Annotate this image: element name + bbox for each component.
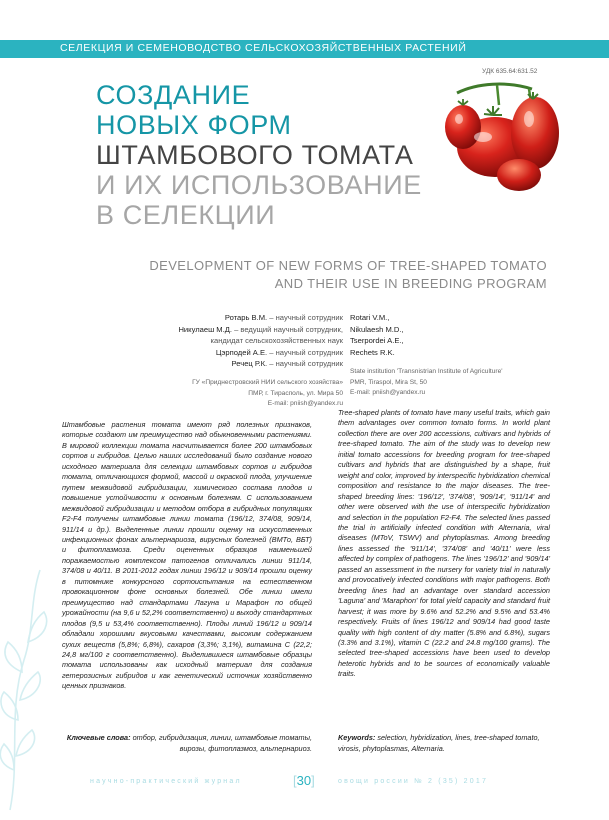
- title-line-1: СОЗДАНИЕ: [96, 80, 251, 110]
- title-line-5: В СЕЛЕКЦИИ: [96, 200, 276, 230]
- author-role: – научный сотрудник: [269, 359, 343, 368]
- title-en-line-2: AND THEIR USE IN BREEDING PROGRAM: [274, 276, 547, 291]
- institution-en-name: State institution 'Transnistrian Institute of Agriculture': [350, 368, 503, 375]
- author-en-line: Tserpordei A.E.,: [350, 336, 404, 345]
- authors-en: [350, 312, 404, 358]
- author-name: Цэрподей А.Е.: [215, 347, 268, 357]
- article-title-ru: [96, 80, 426, 230]
- institution-ru-name: ГУ «Приднестровский НИИ сельского хозяйства»: [192, 379, 343, 386]
- institution-en-address: PMR, Tiraspol, Mira St, 50: [350, 378, 427, 386]
- abstract-en: Tree-shaped plants of tomato have many useful traits, which gain them advantages over common tomato forms. In world plant collection there are over 200 accessions, cultivars and hybrids of tree-shaped tomato. The aim of the study was to develop new initial tomato accessions for breeding program for tree-shaped cultivars and hybrids that are distinguished by a shape, fruit weight and color, improved by interspecific hybridization chemical composition and resistance to the major diseases. The tree-shaped breeding lines: '196/12', '374/08', '909/14', '911/14' and other were observed with the use of interspecific hybridization and selection in the population F2-F4. The selected lines passed the trial in artificially infected condition with Alternaria, viral diseases (MToV, TSWV) and phytoplasmas. Among breeding lines assessed the '911/14', '374/08' and '40/11' were less affected by complex of pathogens. The lines '196/12' and '909/14' passed an assessment in the nursery for variety trial in naturally and provocatively infected conditions with major pathogens. Both breeding lines had an advantage over standard accession 'Laguna' and 'Maraphon' for total yield capacity and standard fruit harvest; it was more by 9.6% and 52.2% and 9.5% and 53.4% respectively. Fruits of lines 196/12 and 909/14 had good taste quality with high content of dry matter (5.8% and 6.8%), sugars (3.3% and 3.1%), vitamin C (22.2 and 24.8 mg/100 grams). The selected tree-shaped accessions have been used to develop heterotic hybrids and to be sources of economically valuable traits.: [338, 408, 550, 679]
- abstract-ru: Штамбовые растения томата имеют ряд полезных признаков, которые создают им преимущество над обыкновенными растениями. В мировой коллекции томата насчитывается более 200 штамбовых сортов и гибридов. Целью наших исследований было создание нового исходного материала для селекции штамбовых сортов и гибридов томата, отличающихся формой, массой и окраской плода, улучшение путем межвидовой гибридизации, химического состава плодов и повышение устойчивости к основным болезням. С использованием межвидовой гибридизации и методом отбора в гибридных популяциях F2-F4 получены штамбовые линии томата (196/12, 374/08, 909/14, 911/14 и др.). Выделенные линии прошли оценку на искусственных инфекционных фонах альтернариоза, вирусных болезней (ВМТо, ВБТ) и фитоплазмоза. Среди оцененных образцов наименьшей поражаемостью комплексом патогенов отличались линии 911/14, 374/08 и 40/11. В 2011-2012 годах линии 196/12 и 909/14 прошли оценку в питомнике конкурсного сортоиспытания на естественном провокационном фоне основных болезней. Обе линии имели преимущество над стандартами Лагуна и Марафон по общей урожайности (на 9,6 и 52,2% соответственно) и выходу стандартных плодов (9,5 и 53,4% соответственно). Плоды линий 196/12 и 909/14 обладали хорошими вкусовыми качествами, высоким содержанием сухих веществ (5,8%; 6,8%), сахаров (3,3%; 3,1%), витамина С (22,2; 24,8 мг/100 г соответственно). Выделившиеся штамбовые образцы томата использованы как исходный материал для создания гетерозисных гибридов и как генетический источник хозяйственно ценных признаков.: [62, 420, 312, 691]
- keywords-en-label: Keywords:: [338, 733, 376, 742]
- journal-type: научно-практический журнал: [90, 778, 242, 785]
- author-ru-line: [178, 358, 343, 370]
- title-line-3: ШТАМБОВОГО ТОМАТА: [96, 140, 414, 170]
- title-en-line-1: DEVELOPMENT OF NEW FORMS OF TREE-SHAPED TOMATO: [149, 258, 547, 273]
- author-role: кандидат сельскохозяйственных наук: [210, 336, 343, 345]
- author-en-line: Nikulaesh M.D.,: [350, 324, 404, 334]
- article-title-en: [149, 257, 547, 293]
- page-footer: [0, 770, 609, 794]
- author-ru-line: [178, 335, 343, 347]
- bracket-left-icon: [: [293, 773, 297, 788]
- journal-issue: овощи россии № 2 (35) 2017: [338, 778, 489, 785]
- author-name: Никулаеш М.Д.: [178, 324, 232, 334]
- keywords-en: [338, 733, 550, 754]
- page-number-box: [293, 773, 315, 788]
- author-name: Ротарь В.М.: [224, 313, 268, 322]
- title-line-2: НОВЫХ ФОРМ: [96, 110, 292, 140]
- udc-code: УДК 635.64:631.52: [482, 68, 538, 75]
- keywords-ru-label: Ключевые слова:: [66, 733, 131, 742]
- bracket-right-icon: ]: [311, 773, 315, 788]
- title-line-4: И ИХ ИСПОЛЬЗОВАНИЕ: [96, 170, 422, 200]
- section-header: [0, 40, 609, 58]
- section-title: СЕЛЕКЦИЯ И СЕМЕНОВОДСТВО СЕЛЬСКОХОЗЯЙСТВЕННЫХ РАСТЕНИЙ: [60, 42, 467, 54]
- keywords-ru-text: отбор, гибридизация, линии, штамбовые томаты, вирозы, фитоплазмоз, альтернариоз.: [132, 733, 312, 753]
- author-ru-line: [178, 347, 343, 359]
- author-ru-line: [178, 324, 343, 336]
- institution-ru-address: ПМР, г. Тирасполь, ул. Мира 50: [248, 389, 343, 397]
- author-role: – ведущий научный сотрудник,: [234, 324, 343, 334]
- authors-ru: [178, 312, 343, 370]
- tomato-photo: [437, 75, 565, 195]
- author-en-line: Rotari V.M.,: [350, 313, 390, 322]
- keywords-en-text: selection, hybridization, lines, tree-shaped tomato, virosis, phytoplasmas, Alternaria.: [338, 733, 540, 753]
- author-name: Речец Р.К.: [231, 359, 268, 368]
- author-role: – научный сотрудник: [269, 313, 343, 322]
- author-ru-line: [178, 312, 343, 324]
- institution-ru: [192, 378, 343, 410]
- author-role: – научный сотрудник: [269, 347, 343, 357]
- institution-ru-email: E-mail: pniish@yandex.ru: [267, 400, 343, 407]
- keywords-ru: [62, 733, 312, 754]
- institution-en-email: E-mail: pniish@yandex.ru: [350, 389, 426, 396]
- author-en-line: Rechets R.K.: [350, 347, 395, 357]
- page-number: 30: [296, 773, 312, 788]
- institution-en: [350, 367, 503, 399]
